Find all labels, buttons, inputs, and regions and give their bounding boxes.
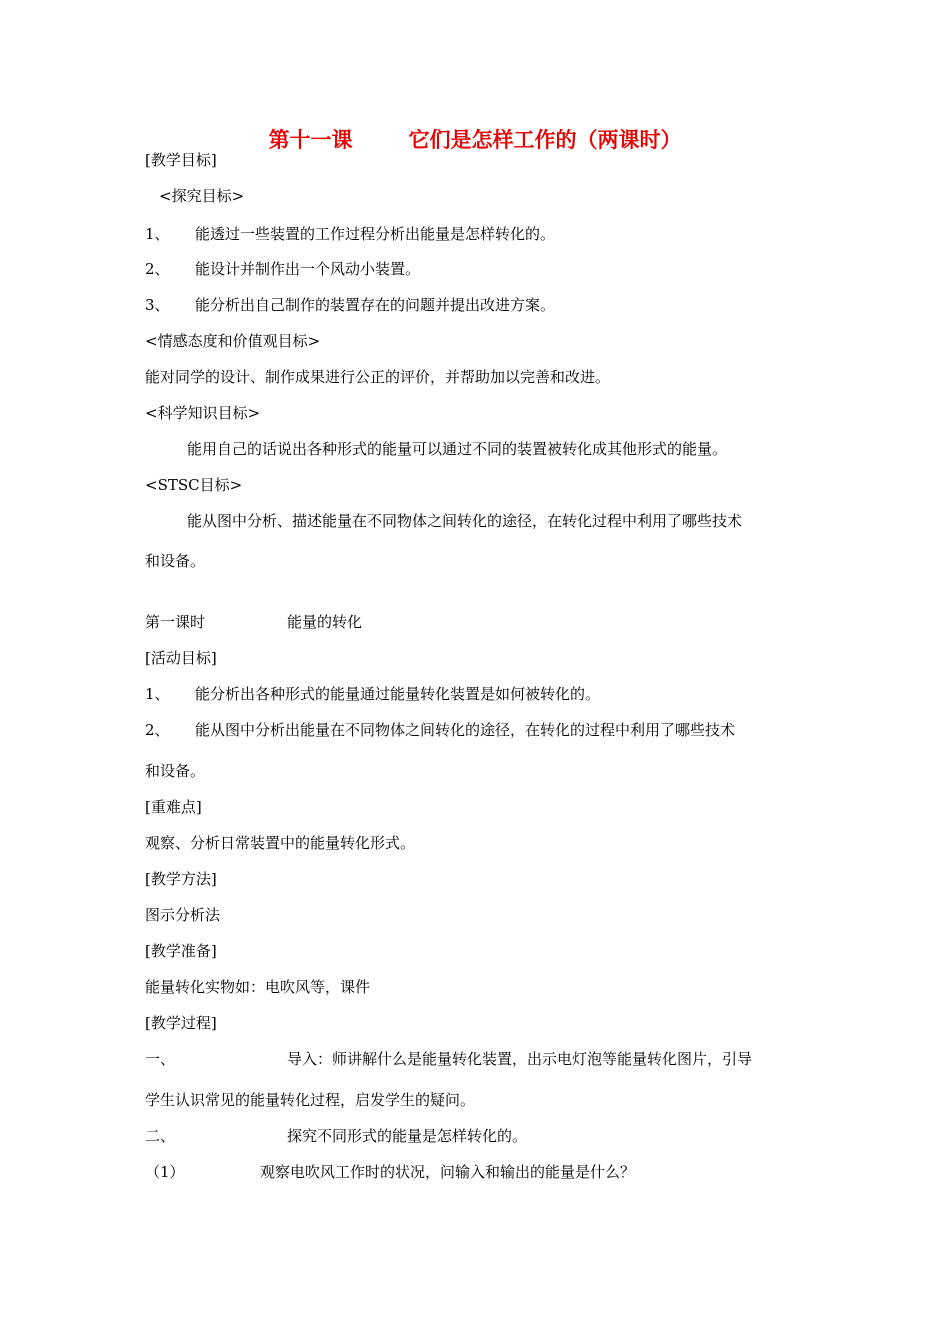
list-item — [145, 224, 555, 244]
list-item — [145, 720, 735, 740]
list-number: （1） — [145, 1163, 185, 1181]
paragraph: 能从图中分析、描述能量在不同物体之间转化的途径，在转化过程中利用了哪些技术 — [187, 512, 743, 530]
list-number: 二、 — [145, 1127, 176, 1145]
section-heading-preparation: [教学准备] — [145, 942, 217, 960]
list-number: 2、 — [145, 721, 170, 739]
subheading-stsc-goals: <STSC目标> — [145, 476, 243, 494]
list-text: 能透过一些装置的工作过程分析出能量是怎样转化的。 — [195, 225, 556, 243]
section-heading-teaching-goals: [教学目标] — [145, 151, 217, 169]
list-item — [145, 295, 555, 315]
lesson-name: 它们是怎样工作的（两课时） — [408, 127, 682, 152]
lesson-period-heading — [145, 612, 362, 632]
period-label: 第一课时 — [145, 613, 206, 631]
list-item — [145, 684, 600, 704]
list-text: 观察电吹风工作时的状况，问输入和输出的能量是什么？ — [260, 1163, 636, 1181]
list-text: 能分析出各种形式的能量通过能量转化装置是如何被转化的。 — [195, 685, 601, 703]
list-item — [145, 259, 420, 279]
list-item — [145, 1049, 752, 1069]
list-number: 1、 — [145, 685, 170, 703]
list-number: 一、 — [145, 1050, 176, 1068]
list-text: 能设计并制作出一个风动小装置。 — [195, 260, 421, 278]
section-heading-teaching-process: [教学过程] — [145, 1014, 217, 1032]
subheading-inquiry-goals: <探究目标> — [159, 187, 245, 205]
list-item — [145, 1126, 527, 1146]
paragraph-continuation: 学生认识常见的能量转化过程，启发学生的疑问。 — [145, 1091, 476, 1109]
paragraph: 能用自己的话说出各种形式的能量可以通过不同的装置被转化成其他形式的能量。 — [187, 440, 728, 458]
lesson-title — [0, 124, 950, 154]
period-topic: 能量的转化 — [287, 613, 363, 631]
paragraph: 图示分析法 — [145, 906, 221, 924]
list-text: 探究不同形式的能量是怎样转化的。 — [287, 1127, 528, 1145]
paragraph: 能对同学的设计、制作成果进行公正的评价，并帮助加以完善和改进。 — [145, 368, 611, 386]
list-number: 2、 — [145, 260, 170, 278]
list-number: 3、 — [145, 296, 170, 314]
lesson-number: 第十一课 — [268, 127, 353, 152]
list-number: 1、 — [145, 225, 170, 243]
list-text: 能从图中分析出能量在不同物体之间转化的途径，在转化的过程中利用了哪些技术 — [195, 721, 736, 739]
list-item — [145, 1162, 635, 1182]
subheading-knowledge-goals: <科学知识目标> — [145, 404, 261, 422]
paragraph: 观察、分析日常装置中的能量转化形式。 — [145, 834, 416, 852]
section-heading-teaching-method: [教学方法] — [145, 870, 217, 888]
section-heading-key-points: [重难点] — [145, 798, 202, 816]
paragraph: 能量转化实物如：电吹风等，课件 — [145, 978, 371, 996]
paragraph-continuation: 和设备。 — [145, 762, 206, 780]
paragraph-continuation: 和设备。 — [145, 552, 206, 570]
list-text: 能分析出自己制作的装置存在的问题并提出改进方案。 — [195, 296, 556, 314]
subheading-attitude-goals: <情感态度和价值观目标> — [145, 332, 321, 350]
section-heading-activity-goals: [活动目标] — [145, 649, 217, 667]
list-text: 导入：师讲解什么是能量转化装置，出示电灯泡等能量转化图片，引导 — [287, 1050, 753, 1068]
